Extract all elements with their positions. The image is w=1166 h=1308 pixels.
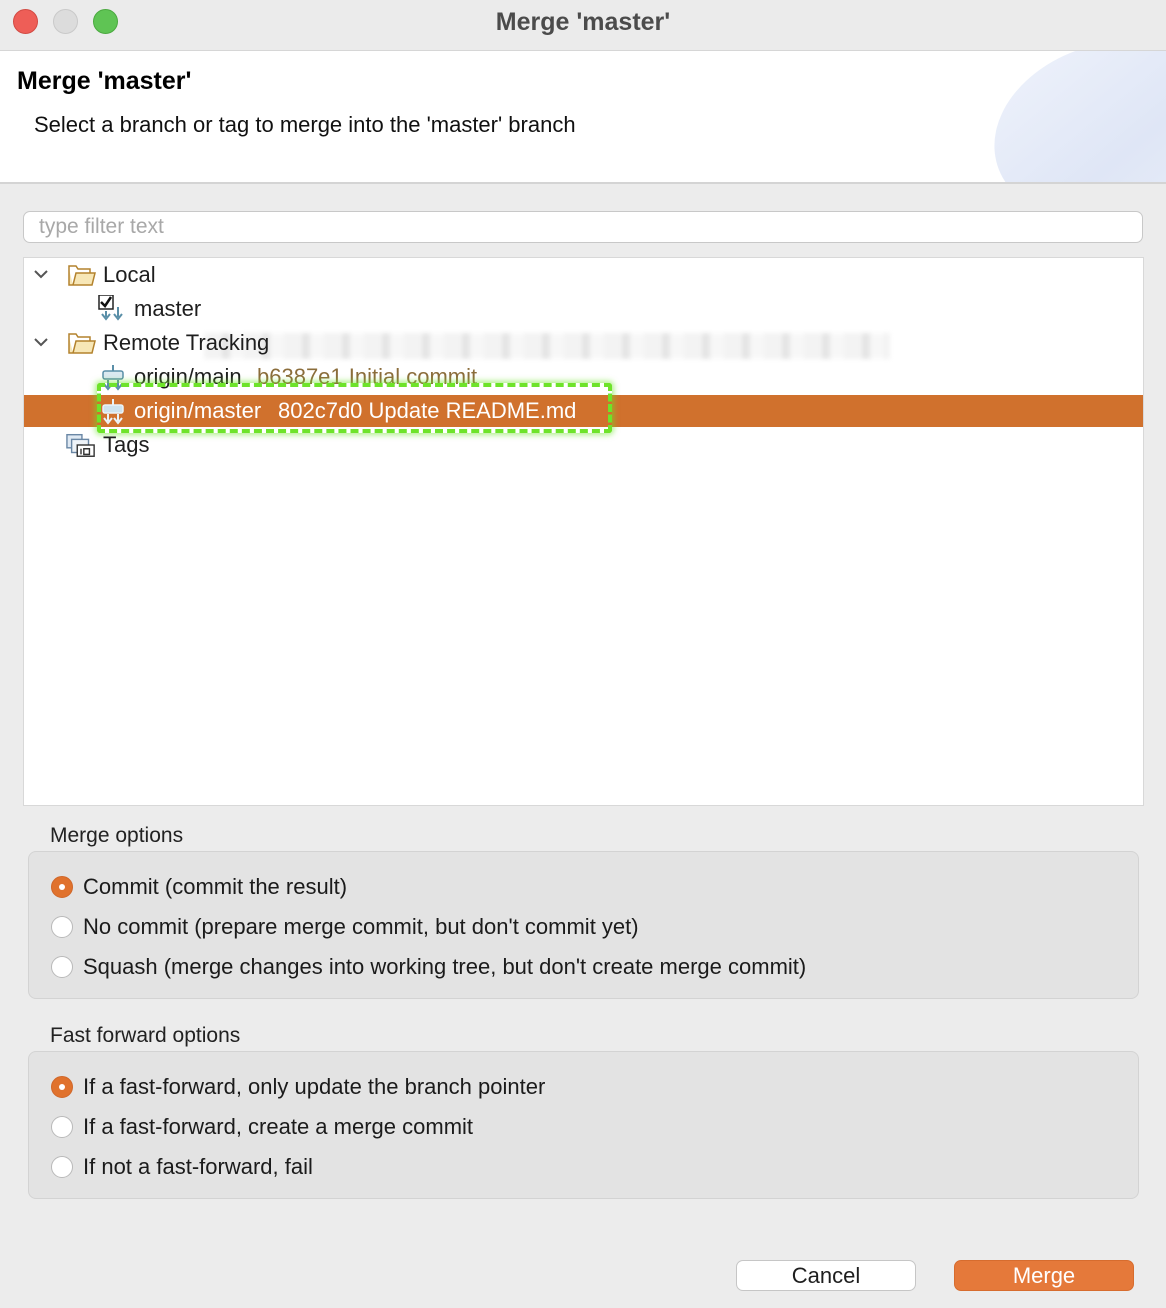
radio-label: If not a fast-forward, fail xyxy=(83,1154,313,1179)
radio-label: Commit (commit the result) xyxy=(83,874,348,899)
radio-button[interactable] xyxy=(51,916,73,938)
folder-open-icon xyxy=(67,261,97,289)
title-bar xyxy=(0,0,1166,51)
folder-open-icon xyxy=(67,329,97,357)
chevron-down-icon[interactable] xyxy=(32,333,50,351)
merge-options-group xyxy=(28,851,1139,999)
commit-info: 802c7d0 Update README.md xyxy=(278,398,577,423)
tree-node-label: Tags xyxy=(103,432,150,457)
header-decoration xyxy=(977,51,1166,184)
merge-options-title: Merge options xyxy=(50,824,184,847)
radio-label: Squash (merge changes into working tree, but don't create merge commit) xyxy=(83,954,807,979)
radio-button[interactable] xyxy=(51,956,73,978)
radio-button[interactable] xyxy=(51,1156,73,1178)
filter-input[interactable] xyxy=(23,211,1143,243)
tree-item-master[interactable] xyxy=(24,293,1143,325)
radio-button[interactable] xyxy=(51,1116,73,1138)
tree-node-label: Local xyxy=(103,262,156,287)
window-title: Merge 'master' xyxy=(495,8,671,36)
branch-name: origin/main xyxy=(134,364,242,389)
chevron-down-icon[interactable] xyxy=(32,265,50,283)
dialog-title: Merge 'master' xyxy=(17,67,192,95)
branch-name: master xyxy=(134,296,202,321)
commit-info: b6387e1 Initial commit xyxy=(257,364,478,389)
ff-options-title: Fast forward options xyxy=(50,1024,241,1047)
radio-label: No commit (prepare merge commit, but don't commit yet) xyxy=(83,914,639,939)
radio-button-selected[interactable] xyxy=(51,876,73,898)
branch-tree[interactable] xyxy=(23,257,1144,806)
tree-node-label: Remote Tracking xyxy=(103,330,270,355)
branch-name: origin/master xyxy=(134,398,262,423)
tree-node-remote-tracking[interactable] xyxy=(24,327,1143,359)
tree-node-tags[interactable] xyxy=(24,429,1143,461)
dialog-header xyxy=(0,51,1166,184)
tree-node-local[interactable] xyxy=(24,259,1143,291)
highlight-annotation xyxy=(97,383,612,433)
cancel-button[interactable]: Cancel xyxy=(736,1260,916,1291)
checked-out-branch-icon xyxy=(98,295,128,323)
dialog-description: Select a branch or tag to merge into the 'master' branch xyxy=(34,112,576,137)
merge-button[interactable]: Merge xyxy=(954,1260,1134,1291)
ff-options-group xyxy=(28,1051,1139,1199)
tags-icon xyxy=(66,431,96,459)
radio-button-selected[interactable] xyxy=(51,1076,73,1098)
radio-label: If a fast-forward, only update the branch pointer xyxy=(83,1074,546,1099)
radio-label: If a fast-forward, create a merge commit xyxy=(83,1114,474,1139)
